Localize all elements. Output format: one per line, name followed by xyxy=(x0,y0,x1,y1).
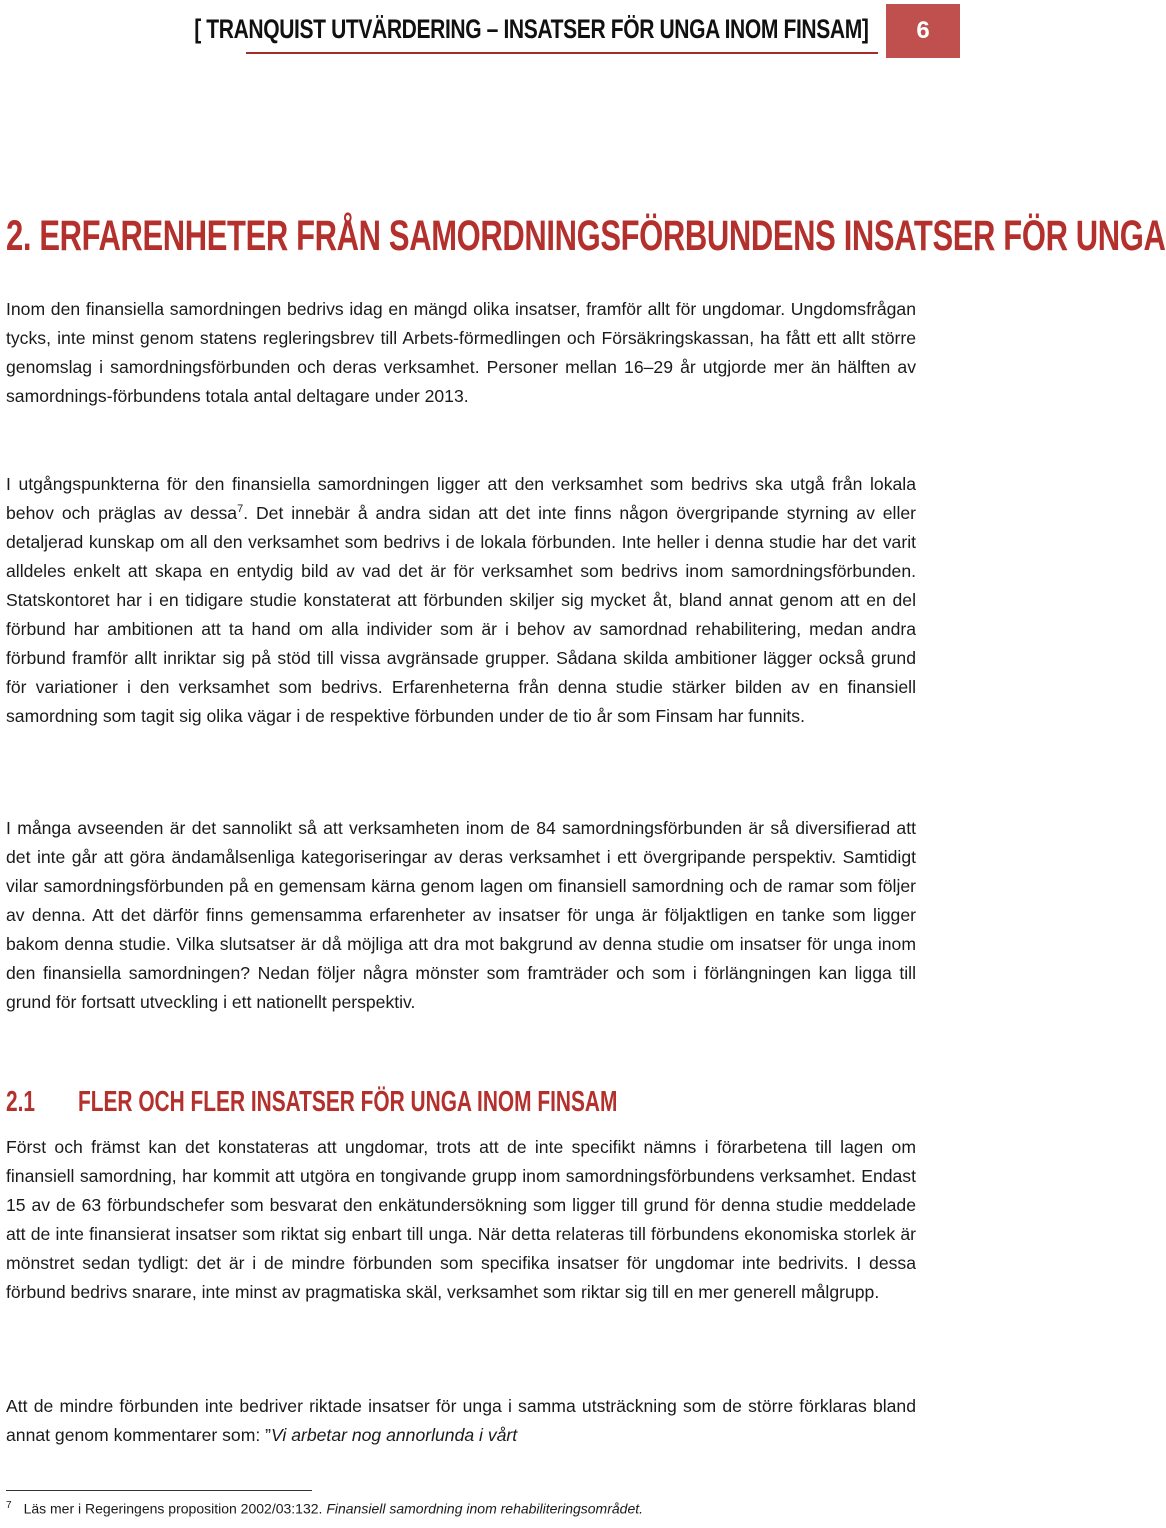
page-header xyxy=(0,0,960,62)
footnote-title: Finansiell samordning inom rehabiliteringsområdet. xyxy=(326,1500,644,1517)
paragraph-starting-points xyxy=(6,470,916,731)
paragraph-text: I utgångspunkterna för den finansiella samordningen ligger att den verksamhet som bedrivs ska utgå från lokala behov och präglas av dessa xyxy=(6,474,916,523)
footnote-reference[interactable]: 7 xyxy=(237,503,244,516)
section-heading xyxy=(6,1086,617,1119)
chapter-heading: 2. ERFARENHETER FRÅN SAMORDNINGSFÖRBUNDENS INSATSER FÖR UNGA xyxy=(6,212,1166,260)
quote-text: Vi arbetar nog annorlunda i vårt xyxy=(271,1425,518,1445)
footnote-text: Läs mer i Regeringens proposition 2002/03:132. xyxy=(23,1500,327,1517)
section-title: FLER OCH FLER INSATSER FÖR UNGA INOM FINSAM xyxy=(78,1086,618,1118)
paragraph-smaller-unions xyxy=(6,1392,916,1450)
paragraph-intro: Inom den finansiella samordningen bedrivs idag en mängd olika insatser, framför allt för ungdomar. Ungdomsfrågan tycks, inte minst genom statens regleringsbrev till Arbets-förmedlingen och Försäkringskassan, ha fått ett allt större genomslag i samordningsförbunden och deras verksamhet. Personer mellan 16–29 år utgjorde mer än hälften av samordnings-förbundens totala antal deltagare under 2013. xyxy=(6,299,916,406)
paragraph-text: . Det innebär å andra sidan att det inte finns någon övergripande styrning av eller detaljerad kunskap om all den verksamhet som bedrivs i de lokala förbunden. Inte heller i denna studie har det varit alldeles enkelt att skapa en entydig bild av vad det är för verksamhet som bedrivs inom samordningsförbunden. Statskontoret har i en tidigare studie konstaterat att förbunden skiljer sig mycket åt, bland annat genom att en del förbund har ambitionen att ta hand om alla individer som är i behov av samordnad rehabilitering, medan andra förbund framför allt inriktar sig på stöd till vissa avgränsade grupper. Sådana skilda ambitioner lägger också grund för variationer i den verksamhet som bedrivs. Erfarenheterna från denna studie stärker bilden av en finansiell samordning som tagit sig olika vägar i de respektive förbunden under de tio år som Finsam har funnits. xyxy=(6,503,916,726)
section-number: 2.1 xyxy=(6,1086,36,1118)
paragraph-diversified: I många avseenden är det sannolikt så att verksamheten inom de 84 samordningsförbunden är så diversifierad att det inte går att göra ändamålsenliga kategoriseringar av deras verksamhet i ett övergripande perspektiv. Samtidigt vilar samordningsförbunden på en gemensam kärna genom lagen om finansiell samordning och de ramar som följer av denna. Att det därför finns gemensamma erfarenheter av insatser för unga är följaktligen en tanke som ligger bakom denna studie. Vilka slutsatser är då möjliga att dra mot bakgrund av denna studie om insatser för unga inom den finansiella samordningen? Nedan följer några mönster som framträder och som i förlängningen kan ligga till grund för fortsatt utveckling i ett nationellt perspektiv. xyxy=(6,818,916,1012)
paragraph-text: Att de mindre förbunden inte bedriver riktade insatser för unga i samma utsträckning som de större förklaras bland annat genom kommentarer som: ” xyxy=(6,1396,916,1445)
footnote xyxy=(6,1500,936,1517)
paragraph-first: Först och främst kan det konstateras att ungdomar, trots att de inte specifikt nämns i förarbetena till lagen om finansiell samordning, har kommit att utgöra en tongivande grupp inom samordningsförbundens verksamhet. Endast 15 av de 63 förbundschefer som besvarat den enkätundersökning som ligger till grund för denna studie meddelade att de inte finansierat insatser som riktat sig enbart till unga. När detta relateras till förbundens ekonomiska storlek är mönstret sedan tydligt: det är i de mindre förbunden som specifika insatser för ungdomar inte bedrivits. I dessa förbund bedrivs snarare, inte minst av pragmatiska skäl, verksamhet som riktar sig till en mer generell målgrupp. xyxy=(6,1137,916,1302)
footnote-divider xyxy=(6,1490,312,1491)
header-divider xyxy=(246,52,878,54)
footnote-number: 7 xyxy=(6,1500,12,1511)
document-title: [ TRANQUIST UTVÄRDERING – INSATSER FÖR UNGA INOM FINSAM] xyxy=(193,14,868,44)
page-number-badge: 6 xyxy=(886,4,960,58)
